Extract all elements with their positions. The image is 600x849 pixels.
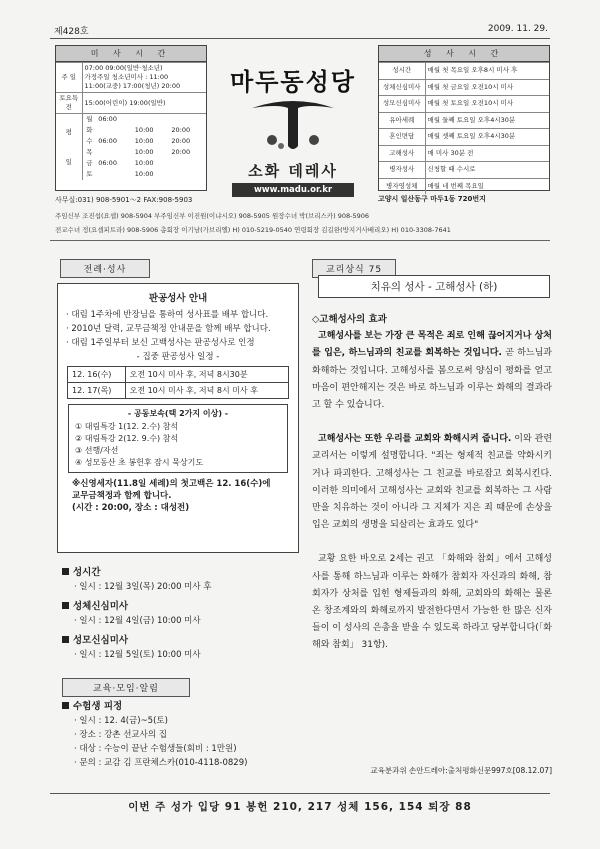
paragraph-bold: 고해성사는 또한 우리를 교회와 화해시켜 줍니다. xyxy=(318,434,512,445)
weekday-time: 06:00 xyxy=(98,159,117,167)
offering-box xyxy=(68,404,288,473)
weekday-times xyxy=(82,114,206,181)
retreat-title xyxy=(62,700,302,714)
retreat-section xyxy=(62,700,302,770)
issue-number: 제428호 xyxy=(54,27,89,37)
offering-item: ① 대림특강 1(12. 2.수) 참석 xyxy=(75,422,179,431)
weekday-label-top: 평 xyxy=(65,128,72,136)
article-paragraph xyxy=(312,328,552,414)
staff-line: 주임신부 조진섭(요셉) 908-5904 부주임신부 이진원(이냐시오) 908-5905 원장수녀 박(브리스카) 908-5906 xyxy=(55,212,369,220)
penance-desc: 오전 10시 미사 후, 저녁 8시 미사 후 xyxy=(125,383,288,399)
square-bullet-icon xyxy=(62,602,69,609)
note-line: ※신영세자(11.8일 세례)의 첫고백은 12. 16(수)에 xyxy=(72,479,271,489)
sacrament-name: 혼인면담 xyxy=(379,129,425,146)
penance-desc: 오전 10시 미사 후, 저녁 8시30분 xyxy=(125,367,288,383)
notice-bullet: · 대림 1주차에 반장님을 통하여 성사표를 배부 합니다. xyxy=(66,310,269,320)
event-detail: · 일시 : 12월 4일(금) 10:00 미사 xyxy=(74,616,201,626)
paragraph-text: 곧 하느님과 화해하는 것입니다. 고해성사를 봄으로써 양심이 평화를 얻고 마음이 편안해지는 것은 바로 하느님과 이루는 화해의 결과라고 할 수 있습니다. xyxy=(312,348,552,411)
weekday-time xyxy=(96,125,133,136)
offering-item: ② 대림특강 2(12. 9.수) 참석 xyxy=(75,434,179,443)
weekday-time xyxy=(96,169,133,180)
paragraph-text: 이와 관련 교리서는 이렇게 설명합니다. "죄는 형제적 친교를 약화시키거나 파괴한다. 고해성사는 그 친교를 바로잡고 회복시킨다. 이러한 의미에서 고해성사는 교회와 친교를 회복하는 그 사람만을 치유하는 것이 아니라 그 지체가 지은 죄 때문에 손상을 입은 교회의 생명을 되살리는 효과도 있다" xyxy=(312,434,553,531)
sacrament-time: 매월 셋째 토요일 오후4시30분 xyxy=(425,129,549,146)
offering-item: ④ 성모동산 초 봉헌후 잠시 묵상기도 xyxy=(75,458,204,467)
event-title-text: 성체신심미사 xyxy=(73,601,129,612)
notice-title: 판공성사 안내 xyxy=(148,293,208,304)
sacrament-name: 성모신심미사 xyxy=(379,96,425,113)
weekday-time: 10:00 xyxy=(134,126,154,134)
notice-bullet: · 대림 1주일부터 보신 고백성사는 판공성사로 인정 xyxy=(66,338,255,348)
chapel-name: 소화 데레사 xyxy=(248,162,338,180)
sacrament-name: 성시간 xyxy=(379,63,425,80)
event-title xyxy=(62,600,302,614)
weekday-time: 10:00 xyxy=(134,159,154,167)
weekday-time xyxy=(169,114,206,125)
event-title xyxy=(62,566,302,580)
mass-schedule-box xyxy=(55,45,207,191)
category-education: 교육·모임·알림 xyxy=(62,678,190,697)
weekday-label-bottom: 일 xyxy=(65,158,72,166)
sacrament-schedule-table xyxy=(379,62,549,194)
saturday-times: 15:00(어린이) 19:00(일반) xyxy=(82,93,206,114)
penance-notice-box xyxy=(57,283,299,553)
retreat-detail: · 일시 : 12. 4(금)~5(토) xyxy=(74,716,168,726)
church-name: 마두동성당 xyxy=(230,68,356,96)
sacrament-name: 병자성사 xyxy=(379,162,425,179)
weekday-time: 10:00 xyxy=(134,137,154,145)
square-bullet-icon xyxy=(62,568,69,575)
mid-divider xyxy=(50,240,550,241)
weekday-time: 20:00 xyxy=(171,137,191,145)
schedule-heading: - 집중 판공성사 일정 - xyxy=(136,352,220,362)
note-line: 교무금책정과 함께 합니다. xyxy=(72,491,172,501)
sacrament-schedule-title: 성 사 시 간 xyxy=(379,46,549,62)
weekday-day: 월 xyxy=(86,115,93,123)
sacrament-time: 매월 네 번째 목요일 xyxy=(425,178,549,194)
office-phone: 사무실:031) 908-5901～2 FAX:908-5903 xyxy=(55,196,193,204)
weekday-time xyxy=(169,169,206,180)
weekday-time: 20:00 xyxy=(171,126,191,134)
weekday-day: 화 xyxy=(86,126,93,134)
hymns-of-the-week: 이번 주 성가 입당 91 봉헌 210, 217 성체 156, 154 퇴장 88 xyxy=(128,801,472,813)
catechism-category: 교리상식 75 xyxy=(312,259,396,278)
cross-logo-icon xyxy=(248,94,338,152)
article-source: 교육분과위 손안드레아:출처평화신문997호[08.12.07] xyxy=(370,766,552,775)
weekday-day: 수 xyxy=(86,137,93,145)
website-url[interactable]: www.madu.or.kr xyxy=(232,183,354,197)
article-paragraph: 교황 요한 바오로 2세는 권고 「화해와 참회」에서 고해성사를 통해 하느님과 이루는 화해가 참회자 자신과의 화해, 참회자가 상처를 입힌 형제들과의 화해, 교회와의 화해는 물론 온 창조계와의 화해로까지 발전한다면서 가능한 한 많은 신자들이 이 성사의 은총을 받을 수 있도록 하라고 당부합니다(「화해와 참회」 31항). xyxy=(312,554,552,651)
bottom-divider xyxy=(50,793,550,794)
saturday-label: 토요특전 xyxy=(56,93,82,114)
weekday-table xyxy=(83,114,207,180)
sunday-line: 11:00(교중) 17:00(청년) 20:00 xyxy=(84,82,181,90)
category-liturgy: 전례·성사 xyxy=(60,259,150,278)
weekday-time: 10:00 xyxy=(134,148,154,156)
notice-bullet: · 2010년 달력, 교무금책정 안내문을 함께 배부 합니다. xyxy=(66,324,271,334)
weekday-time xyxy=(169,158,206,169)
penance-table xyxy=(67,366,289,399)
offering-title: - 공동보속(택 2가지 이상) - xyxy=(127,409,229,418)
mass-schedule-table xyxy=(56,62,206,180)
sunday-line: 가정주일 청소년미사 : 11:00 xyxy=(84,73,169,81)
mass-schedule-title: 미 사 시 간 xyxy=(56,46,206,62)
sunday-line: 07:00 09:00(일반·청소년) xyxy=(84,64,163,72)
sacrament-name: 성체신심미사 xyxy=(379,79,425,96)
sacrament-name: 고해성사 xyxy=(379,145,425,162)
article-headline: 치유의 성사 - 고해성사 (하) xyxy=(318,275,550,298)
sacrament-name: 유아세례 xyxy=(379,112,425,129)
retreat-detail: · 문의 : 교감 김 프란체스카(010-4118-0829) xyxy=(74,758,248,768)
sacrament-schedule-box xyxy=(378,45,550,191)
sacrament-time: 매월 첫 목요일 오후8시 미사 후 xyxy=(425,63,549,80)
weekday-day: 금 xyxy=(86,159,93,167)
event-title-text: 성모신심미사 xyxy=(73,635,129,646)
staff-line: 전교수녀 정(요셉피트라) 908-5906 총회장 이기남(가브리엘) H) 010-5219-0540 연령회장 김길완(방지거사베리오) H) 010-3308-7641 xyxy=(55,226,451,234)
weekday-time: 10:00 xyxy=(134,170,154,178)
weekday-time xyxy=(133,114,170,125)
top-divider xyxy=(50,38,550,39)
sacrament-time: 매월 첫 토요일 오전10시 미사 xyxy=(425,96,549,113)
penance-date: 12. 16(수) xyxy=(68,367,126,383)
square-bullet-icon xyxy=(62,702,69,709)
sacrament-time: 매 미사 30분 전 xyxy=(425,145,549,162)
event-title-text: 성시간 xyxy=(73,567,101,578)
paragraph-bold: 고해성사를 보는 가장 큰 목적은 죄로 인해 끊어지거나 상처를 입은, 하느님과의 친교를 회복하는 것입니다. xyxy=(312,331,552,359)
sacrament-time: 매월 첫 금요일 오전10시 미사 xyxy=(425,79,549,96)
weekday-label xyxy=(56,114,82,181)
note-line: (시간 : 20:00, 장소 : 대성전) xyxy=(72,503,190,513)
mass-events xyxy=(62,566,302,662)
retreat-title-text: 수험생 피정 xyxy=(73,701,123,712)
event-detail: · 일시 : 12월 3일(목) 20:00 미사 후 xyxy=(74,582,212,592)
church-address: 고양시 일산동구 마두1동 720번지 xyxy=(378,195,486,203)
weekday-time xyxy=(96,147,133,158)
sacrament-name: 병자영성체 xyxy=(379,178,425,194)
penance-date: 12. 17(목) xyxy=(68,383,126,399)
issue-date: 2009. 11. 29. xyxy=(487,24,548,34)
article-heading: ◇고해성사의 효과 xyxy=(312,314,387,325)
article-body xyxy=(312,311,552,655)
square-bullet-icon xyxy=(62,636,69,643)
article-paragraph xyxy=(312,431,552,534)
retreat-detail: · 장소 : 강촌 선교사의 집 xyxy=(74,730,167,740)
sunday-times xyxy=(82,63,206,93)
weekday-day: 목 xyxy=(86,148,93,156)
sunday-label: 주 일 xyxy=(56,63,82,93)
sacrament-time: 매월 둘째 토요일 오후4시30분 xyxy=(425,112,549,129)
weekday-time: 06:00 xyxy=(98,115,117,123)
sacrament-time: 신청할 때 수시로 xyxy=(425,162,549,179)
weekday-time: 20:00 xyxy=(171,148,191,156)
weekday-time: 06:00 xyxy=(98,137,117,145)
weekday-day: 토 xyxy=(86,170,93,178)
offering-item: ③ 선행/자선 xyxy=(75,446,119,455)
event-title xyxy=(62,634,302,648)
retreat-detail: · 대상 : 수능이 끝난 수험생들(회비 : 1만원) xyxy=(74,744,237,754)
event-detail: · 일시 : 12월 5일(토) 10:00 미사 xyxy=(74,650,201,660)
